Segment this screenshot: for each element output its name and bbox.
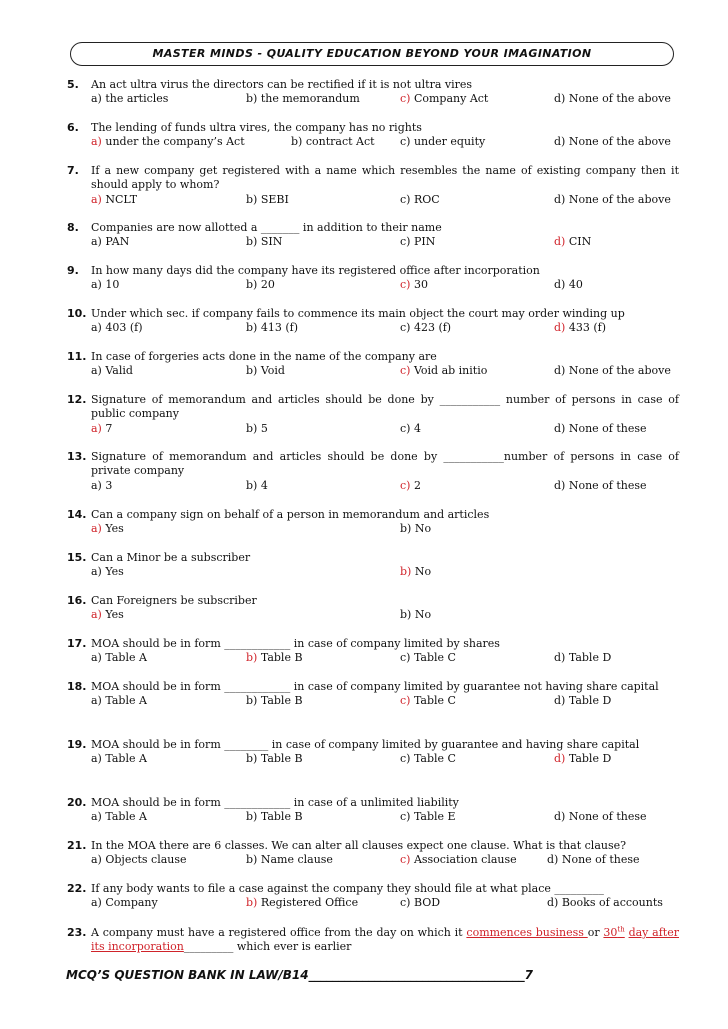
option-row [91,853,679,867]
option-letter: b) [246,92,258,106]
option-d [554,92,671,106]
question-22 [67,882,679,911]
question-number: 16. [67,594,87,607]
question-number: 6. [67,121,79,134]
option-a [91,896,158,910]
question-number: 20. [67,796,87,809]
option-d [554,810,647,824]
answer-highlight: day after its incorporation [91,926,679,954]
option-d [554,694,611,708]
option-text: the memorandum [257,92,360,106]
option-text: Objects clause [101,853,187,867]
question-number: 10. [67,307,87,320]
option-text: under equity [410,135,486,149]
option-text: Void [257,364,285,378]
option-b [246,479,268,493]
option-text: Valid [101,364,133,378]
question-12 [67,393,679,436]
option-row [91,135,679,149]
page-footer: MCQ’S QUESTION BANK IN LAW/B14____________________________________7 [66,968,533,982]
question-11 [67,350,679,379]
option-letter: a) [91,522,102,536]
question-23 [67,926,679,955]
option-letter: d) [554,135,566,149]
option-letter: b) [246,421,258,435]
option-letter: a) [91,92,102,106]
option-a [91,479,112,493]
option-letter: c) [400,810,411,824]
question-number: 9. [67,264,79,277]
page-header-banner [70,42,674,66]
question-15 [67,551,679,580]
question-number: 8. [67,221,79,234]
option-b [246,752,303,766]
question-text: If any body wants to file a case against the company they should file at what place _________ [91,882,604,895]
option-text: 4 [410,421,421,435]
question-18 [67,680,679,709]
option-letter: b) [291,135,303,149]
option-d [554,193,671,207]
option-row [91,522,679,536]
option-row [91,92,679,106]
option-text: Company Act [410,92,489,106]
option-text: PAN [101,235,130,249]
option-b [246,694,303,708]
option-letter: c) [400,321,411,335]
superscript: th [617,925,625,934]
option-text: Table D [565,651,612,665]
option-text: Yes [101,522,124,536]
option-c [400,896,440,910]
question-text: MOA should be in form ____________ in case of a unlimited liability [91,796,459,809]
option-row [91,479,679,493]
option-a [91,522,124,536]
question-14 [67,508,679,537]
option-letter: c) [400,853,411,867]
option-text: Name clause [257,853,333,867]
option-b [246,364,285,378]
option-text: Yes [101,565,124,579]
option-a [91,321,143,335]
option-letter: a) [91,896,102,910]
option-text: Table B [257,752,303,766]
option-b [246,321,298,335]
option-row [91,422,679,436]
option-row [91,235,679,249]
option-d [554,321,606,335]
option-b [400,608,431,622]
option-letter: b) [246,278,258,292]
option-letter: d) [554,651,566,665]
option-c [400,321,451,335]
question-19 [67,738,679,767]
option-letter: a) [91,421,102,435]
option-a [91,853,187,867]
option-text: 7 [101,421,113,435]
option-letter: c) [400,421,411,435]
option-d [554,422,647,436]
option-row [91,321,679,335]
option-letter: d) [554,421,566,435]
option-letter: d) [554,694,566,708]
option-c [400,364,487,378]
option-b [246,422,268,436]
option-a [91,135,245,149]
question-text: Signature of memorandum and articles should be done by ___________number of persons in case of private company [91,450,679,478]
option-b [246,92,360,106]
option-a [91,235,129,249]
option-text: SEBI [257,192,289,206]
option-text: 403 (f) [101,321,143,335]
question-9 [67,264,679,293]
option-letter: c) [400,896,411,910]
option-text: Table A [101,651,147,665]
option-text: None of these [565,421,647,435]
option-b [400,522,431,536]
answer-highlight [603,926,624,939]
option-letter: d) [554,364,566,378]
option-text: Table A [101,694,147,708]
question-10 [67,307,679,336]
option-text: CIN [565,235,592,249]
question-text-part: or [587,926,604,939]
option-letter: a) [91,565,102,579]
option-text: Table C [410,694,456,708]
option-text: None of these [565,810,647,824]
option-letter: d) [554,321,566,335]
option-a [91,694,147,708]
option-text: 10 [101,278,120,292]
option-d [554,235,591,249]
option-a [91,752,147,766]
option-letter: b) [246,651,258,665]
option-letter: c) [400,235,411,249]
question-text-part: _________ which ever is earlier [183,940,352,954]
option-text: Table C [410,752,456,766]
option-letter: d) [554,810,566,824]
option-text: Association clause [410,853,517,867]
question-number: 21. [67,839,87,852]
option-text: 30 [410,278,428,292]
option-text: 20 [257,278,275,292]
question-number: 22. [67,882,87,895]
option-letter: a) [91,752,102,766]
option-letter: a) [91,135,102,149]
option-letter: b) [246,694,258,708]
question-text: Signature of memorandum and articles should be done by ___________ number of persons in case of public company [91,393,679,421]
question-text [91,926,679,955]
option-b [291,135,375,149]
question-7 [67,164,679,207]
question-text: Under which sec. if company fails to commence its main object the court may order winding up [91,307,625,320]
option-letter: b) [246,192,258,206]
question-text: Can Foreigners be subscriber [91,594,257,607]
option-letter: c) [400,651,411,665]
question-16 [67,594,679,623]
option-text: None of the above [565,135,671,149]
option-letter: d) [554,752,566,766]
question-number: 5. [67,78,79,91]
question-number: 19. [67,738,87,751]
option-text: Table B [257,810,303,824]
option-b [400,565,431,579]
option-row [91,651,679,665]
option-text: No [411,522,432,536]
option-c [400,853,517,867]
option-a [91,565,124,579]
option-letter: b) [246,364,258,378]
option-letter: a) [91,364,102,378]
question-number: 13. [67,450,87,463]
option-text: 433 (f) [565,321,606,335]
question-text: Can a Minor be a subscriber [91,551,251,564]
option-text: 423 (f) [410,321,452,335]
option-letter: a) [91,694,102,708]
option-d [547,853,640,867]
option-letter: c) [400,192,411,206]
option-text: Void ab initio [410,364,488,378]
option-letter: c) [400,135,411,149]
option-text: 3 [101,478,113,492]
option-row [91,193,679,207]
option-c [400,278,428,292]
option-text: NCLT [101,192,138,206]
option-d [554,651,611,665]
question-21 [67,839,679,868]
question-number: 18. [67,680,87,693]
option-text: Table B [257,694,303,708]
option-letter: d) [547,896,559,910]
answer-highlight: commences business [466,926,588,939]
option-letter: b) [400,565,412,579]
option-text: SIN [257,235,283,249]
option-text: Registered Office [257,896,359,910]
option-a [91,651,147,665]
option-letter: a) [91,608,102,622]
question-text: In how many days did the company have its registered office after incorporation [91,264,540,277]
page-header-text: MASTER MINDS - QUALITY EDUCATION BEYOND YOUR IMAGINATION [152,47,592,60]
option-c [400,694,456,708]
option-c [400,651,456,665]
option-letter: b) [246,235,258,249]
option-text: 5 [257,421,268,435]
option-text: None of the above [565,192,671,206]
option-letter: d) [554,92,566,106]
option-b [246,651,303,665]
option-row [91,608,679,622]
option-row [91,364,679,378]
option-letter: a) [91,278,102,292]
option-text: ROC [410,192,440,206]
option-a [91,364,133,378]
option-c [400,235,435,249]
option-letter: c) [400,752,411,766]
option-letter: b) [246,478,258,492]
option-d [554,278,583,292]
question-text: If a new company get registered with a name which resembles the name of existing company then it should apply to whom? [91,164,679,192]
question-number: 14. [67,508,87,521]
question-6 [67,121,679,150]
question-8 [67,221,679,250]
option-b [246,193,289,207]
option-letter: a) [91,478,102,492]
option-text: BOD [410,896,441,910]
option-text: under the company’s Act [101,135,245,149]
option-letter: b) [246,752,258,766]
question-number: 11. [67,350,87,363]
option-c [400,752,456,766]
option-letter: d) [554,478,566,492]
option-d [554,479,647,493]
option-text: No [411,608,432,622]
option-b [246,853,333,867]
option-text: Table B [257,651,303,665]
option-letter: d) [547,853,559,867]
option-c [400,810,456,824]
option-text: Books of accounts [558,896,663,910]
question-text: An act ultra virus the directors can be rectified if it is not ultra vires [91,78,473,91]
question-number: 15. [67,551,87,564]
option-text: Table D [565,694,612,708]
option-b [246,278,275,292]
question-number: 12. [67,393,87,406]
question-text: MOA should be in form ____________ in case of company limited by guarantee not having share capital [91,680,659,693]
option-d [554,752,611,766]
option-letter: a) [91,235,102,249]
option-text: Yes [101,608,124,622]
option-a [91,92,168,106]
option-text: 40 [565,278,583,292]
option-letter: b) [246,896,258,910]
option-d [547,896,663,910]
option-c [400,422,421,436]
question-20 [67,796,679,825]
option-a [91,422,112,436]
option-letter: a) [91,321,102,335]
answer-highlight-number: 30 [603,926,618,939]
option-text: Table A [101,752,147,766]
option-b [246,810,303,824]
option-b [246,896,358,910]
question-text: In case of forgeries acts done in the name of the company are [91,350,437,363]
option-a [91,278,119,292]
option-letter: d) [554,235,566,249]
question-text: MOA should be in form ________ in case of company limited by guarantee and having share capital [91,738,640,751]
option-letter: a) [91,853,102,867]
option-text: None of these [558,853,640,867]
option-a [91,810,147,824]
option-text: 413 (f) [257,321,298,335]
option-letter: b) [400,608,412,622]
option-text: None of these [565,478,647,492]
option-row [91,752,679,766]
option-letter: c) [400,278,411,292]
option-text: Table C [410,651,456,665]
option-text: Table E [410,810,456,824]
option-row [91,896,679,910]
question-17 [67,637,679,666]
option-row [91,810,679,824]
option-row [91,565,679,579]
option-text: Company [101,896,158,910]
question-text: In the MOA there are 6 classes. We can alter all clauses expect one clause. What is that clause? [91,839,627,852]
question-number: 23. [67,926,87,939]
question-5 [67,78,679,107]
option-row [91,694,679,708]
option-c [400,193,440,207]
question-text: The lending of funds ultra vires, the company has no rights [91,121,422,134]
option-text: Table D [565,752,612,766]
option-d [554,135,671,149]
option-c [400,135,485,149]
option-letter: a) [91,192,102,206]
option-a [91,193,137,207]
option-text: PIN [410,235,436,249]
option-c [400,479,421,493]
option-letter: c) [400,364,411,378]
question-number: 17. [67,637,87,650]
option-letter: a) [91,810,102,824]
option-letter: c) [400,92,411,106]
option-letter: d) [554,192,566,206]
option-c [400,92,488,106]
option-letter: b) [246,321,258,335]
option-text: None of the above [565,92,671,106]
option-letter: a) [91,651,102,665]
option-letter: d) [554,278,566,292]
option-row [91,278,679,292]
option-text: the articles [101,92,169,106]
question-13 [67,450,679,493]
option-d [554,364,671,378]
question-text: Companies are now allotted a _______ in addition to their name [91,221,442,234]
option-b [246,235,282,249]
option-letter: b) [400,522,412,536]
option-text: contract Act [302,135,375,149]
option-text: No [411,565,432,579]
question-text: Can a company sign on behalf of a person in memorandum and articles [91,508,490,521]
option-letter: c) [400,694,411,708]
option-text: 2 [410,478,421,492]
option-text: 4 [257,478,268,492]
option-text: Table A [101,810,147,824]
option-a [91,608,124,622]
option-letter: b) [246,810,258,824]
option-text: None of the above [565,364,671,378]
question-text-part: A company must have a registered office from the day on which it [91,926,467,939]
question-number: 7. [67,164,79,177]
option-letter: b) [246,853,258,867]
question-text: MOA should be in form ____________ in case of company limited by shares [91,637,500,650]
option-letter: c) [400,478,411,492]
